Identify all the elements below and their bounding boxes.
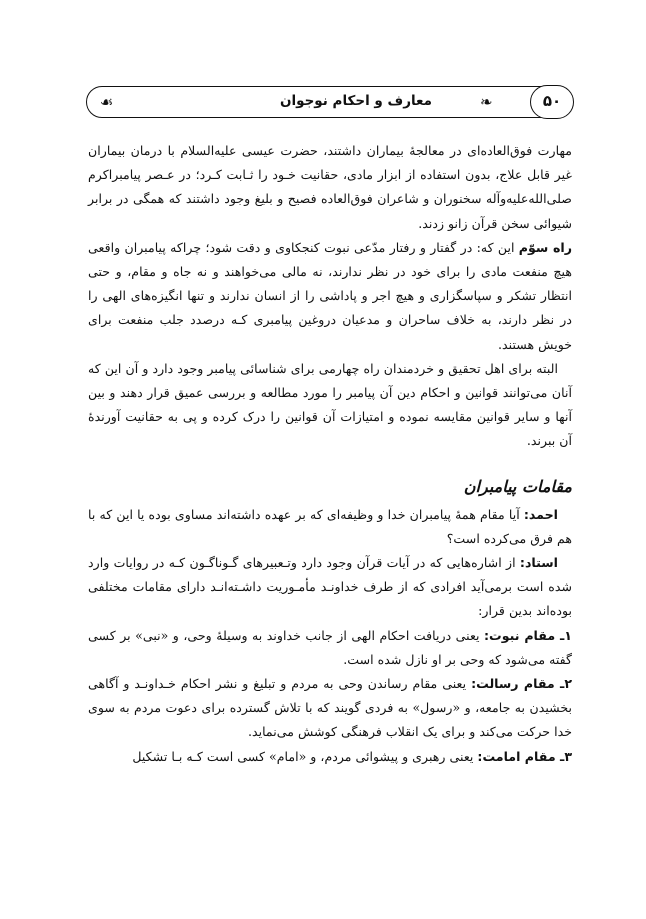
paragraph-3: البته برای اهل تحقیق و خردمندان راه چهارمی برای شناسائی پیامبر وجود دارد و آن این که آنان می‌توانند قوانین و احکام دین آن پیامبر را مورد مطالعه و بررسی عمیق قرار دهند و بین آنها و سایر قوانین مقایسه نموده و امتیازات آن قوانین را درک کرده و پی به حقانیت آورندهٔ آن ببرند. — [88, 360, 572, 449]
item-3-label: ۳ـ مقام امامت: — [477, 748, 572, 764]
third-way-label: راه سوّم — [518, 239, 572, 255]
page-header — [86, 86, 572, 118]
item-2-text: یعنی مقام رساندن وحی به مردم و تبلیغ و نشر احکام خـداونـد و آگاهی بخشیدن به جامعه، و «رسول» به فردی گویند که با تلاش گسترده برای دعوت مردم به سوی خدا حرکت می‌کند و برای یک انقلاب فرهنگی کوشش می‌نماید. — [88, 676, 572, 740]
list-item-resalat — [88, 672, 572, 745]
section-heading: مقامات پیامبران — [463, 476, 572, 496]
ornament-right-icon: ❧ — [480, 93, 493, 111]
answer-paragraph — [88, 551, 572, 624]
item-1-label: ۱ـ مقام نبوت: — [484, 627, 572, 643]
list-item-nabovvat — [88, 624, 572, 672]
paragraph-2 — [88, 236, 572, 357]
speaker-ahmad: احمد: — [523, 506, 558, 522]
paragraph-1: مهارت فوق‌العاده‌ای در معالجهٔ بیماران داشتند، حضرت عیسی علیه‌السلام با درمان بیماران غیر قابل علاج، بدون استفاده از ابزار مادی، حقانیت خـود را ثـابت کـرد؛ در عـصر پیامبراکرم صلی‌الله‌علیه‌وآله سخنوران و شاعران فوق‌العاده فصیح و بلیغ وجود داشتند که همگی در برابر شیوائی سخن قرآن زانو زدند. — [88, 143, 572, 231]
answer-text: از اشاره‌هایی که در آیات قرآن وجود دارد وتـعبیرهای گـوناگـون کـه در روایات وارد شده است برمی‌آید افرادی که از طرف خداونـد مأمـوریت داشـته‌انـد دارای مقامات مختلفی بوده‌اند بدین قرار: — [88, 555, 572, 619]
list-item-imamat — [88, 745, 572, 769]
question-text: آیا مقام همهٔ پیامبران خدا و وظیفه‌ای که بر عهده داشته‌اند مساوی بوده یا این که با هم فرق می‌کرده است؟ — [88, 506, 572, 546]
item-1-text: یعنی دریافت احکام الهی از جانب خداوند به وسیلهٔ وحی، و «نبی» بر کسی گفته می‌شود که وحی بر او نازل شده است. — [88, 627, 572, 667]
speaker-ostad: استاد: — [519, 555, 558, 571]
book-title: معارف و احکام نوجوان — [279, 93, 433, 109]
page-content — [88, 139, 572, 769]
page-number: ۵۰ — [530, 85, 574, 119]
ornament-left-icon: ☙ — [100, 93, 114, 111]
paragraph-2-text: این که: در گفتار و رفتار مدّعی نبوت کنجکاوی و دقت شود؛ چراکه پیامبران واقعی هیچ منفعت مادی را برای خود در نظر ندارند، نه مالی می‌خواهند و نه جاه و مقام، و حتی انتظار تشکر و سپاسگزاری و هیچ اجر و پاداشی را از انسان ندارند و تنها انگیزه‌های الهی را در نظر دارند، به خلاف ساحران و مدعیان دروغین پیامبری کـه درصدد جلب منفعت برای خویش هستند. — [88, 239, 572, 352]
question-paragraph — [88, 503, 572, 551]
item-2-label: ۲ـ مقام رسالت: — [471, 676, 572, 692]
item-3-text: یعنی رهبری و پیشوائی مردم، و «امام» کسی است کـه بـا تشکیل — [132, 748, 478, 764]
